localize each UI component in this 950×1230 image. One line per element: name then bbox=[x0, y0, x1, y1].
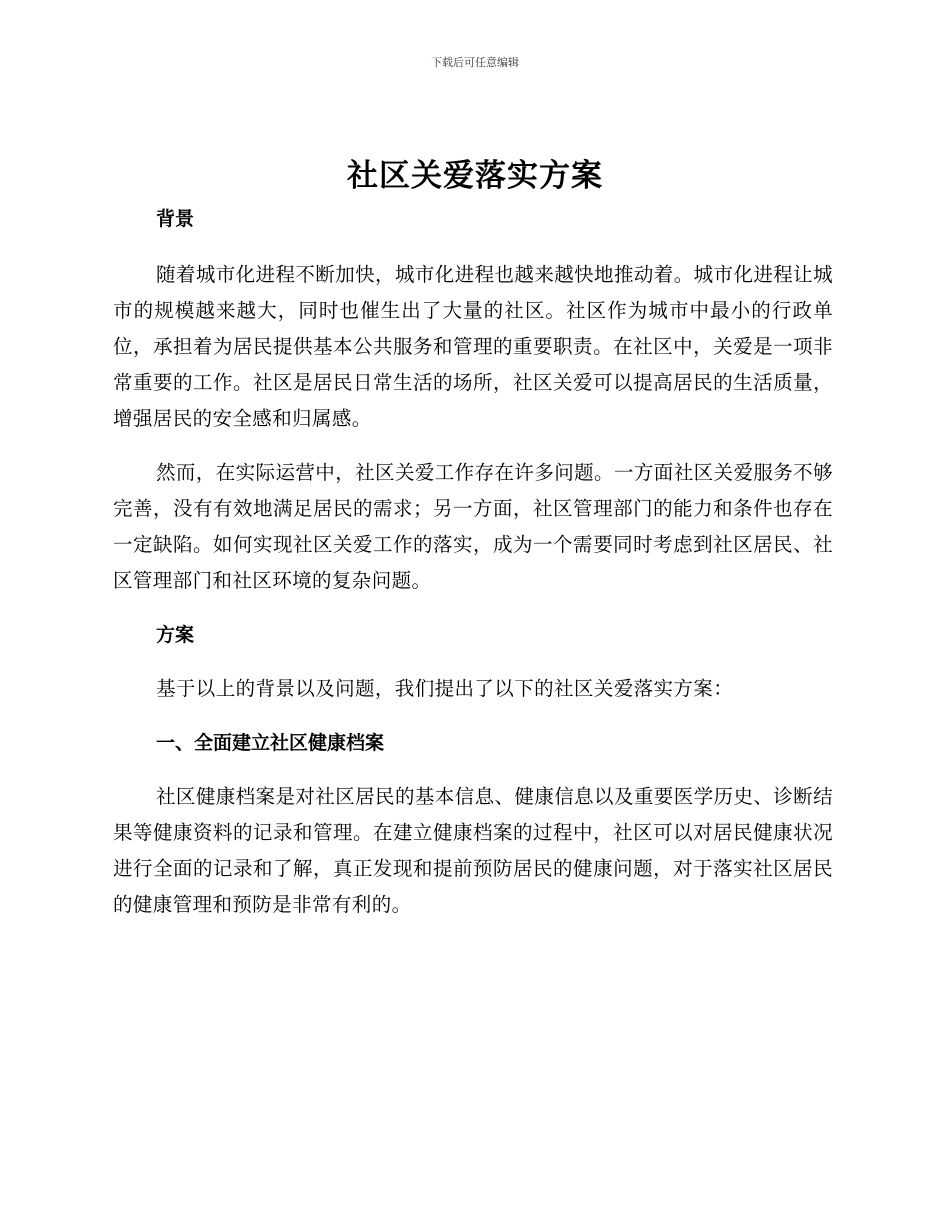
document-title: 社区关爱落实方案 bbox=[347, 158, 603, 194]
paragraph-plan-intro: 基于以上的背景以及问题，我们提出了以下的社区关爱落实方案： bbox=[156, 677, 734, 700]
header-note: 下载后可任意编辑 bbox=[431, 56, 519, 69]
paragraph-background-1: 随着城市化进程不断加快，城市化进程也越来越快地推动着。城市化进程让城市的规模越来越大，同时也催生出了大量的社区。社区作为城市中最小的行政单位，承担着为居民提供基本公共服务和管理的重要职责。在社区中，关爱是一项非常重要的工作。社区是居民日常生活的场所，社区关爱可以提高居民的生活质量，增强居民的安全感和归属感。 bbox=[113, 263, 833, 430]
paragraph-background-2: 然而，在实际运营中，社区关爱工作存在许多问题。一方面社区关爱服务不够完善，没有有效地满足居民的需求；另一方面，社区管理部门的能力和条件也存在一定缺陷。如何实现社区关爱工作的落实，成为一个需要同时考虑到社区居民、社区管理部门和社区环境的复杂问题。 bbox=[113, 461, 833, 592]
paragraph-health-records: 社区健康档案是对社区居民的基本信息、健康信息以及重要医学历史、诊断结果等健康资料的记录和管理。在建立健康档案的过程中，社区可以对居民健康状况进行全面的记录和了解，真正发现和提前预防居民的健康问题，对于落实社区居民的健康管理和预防是非常有利的。 bbox=[113, 785, 833, 916]
document-body bbox=[113, 201, 833, 923]
section-heading-background: 背景 bbox=[156, 208, 195, 230]
subsection-heading-health-records: 一、全面建立社区健康档案 bbox=[156, 732, 385, 754]
section-heading-plan: 方案 bbox=[156, 624, 195, 646]
